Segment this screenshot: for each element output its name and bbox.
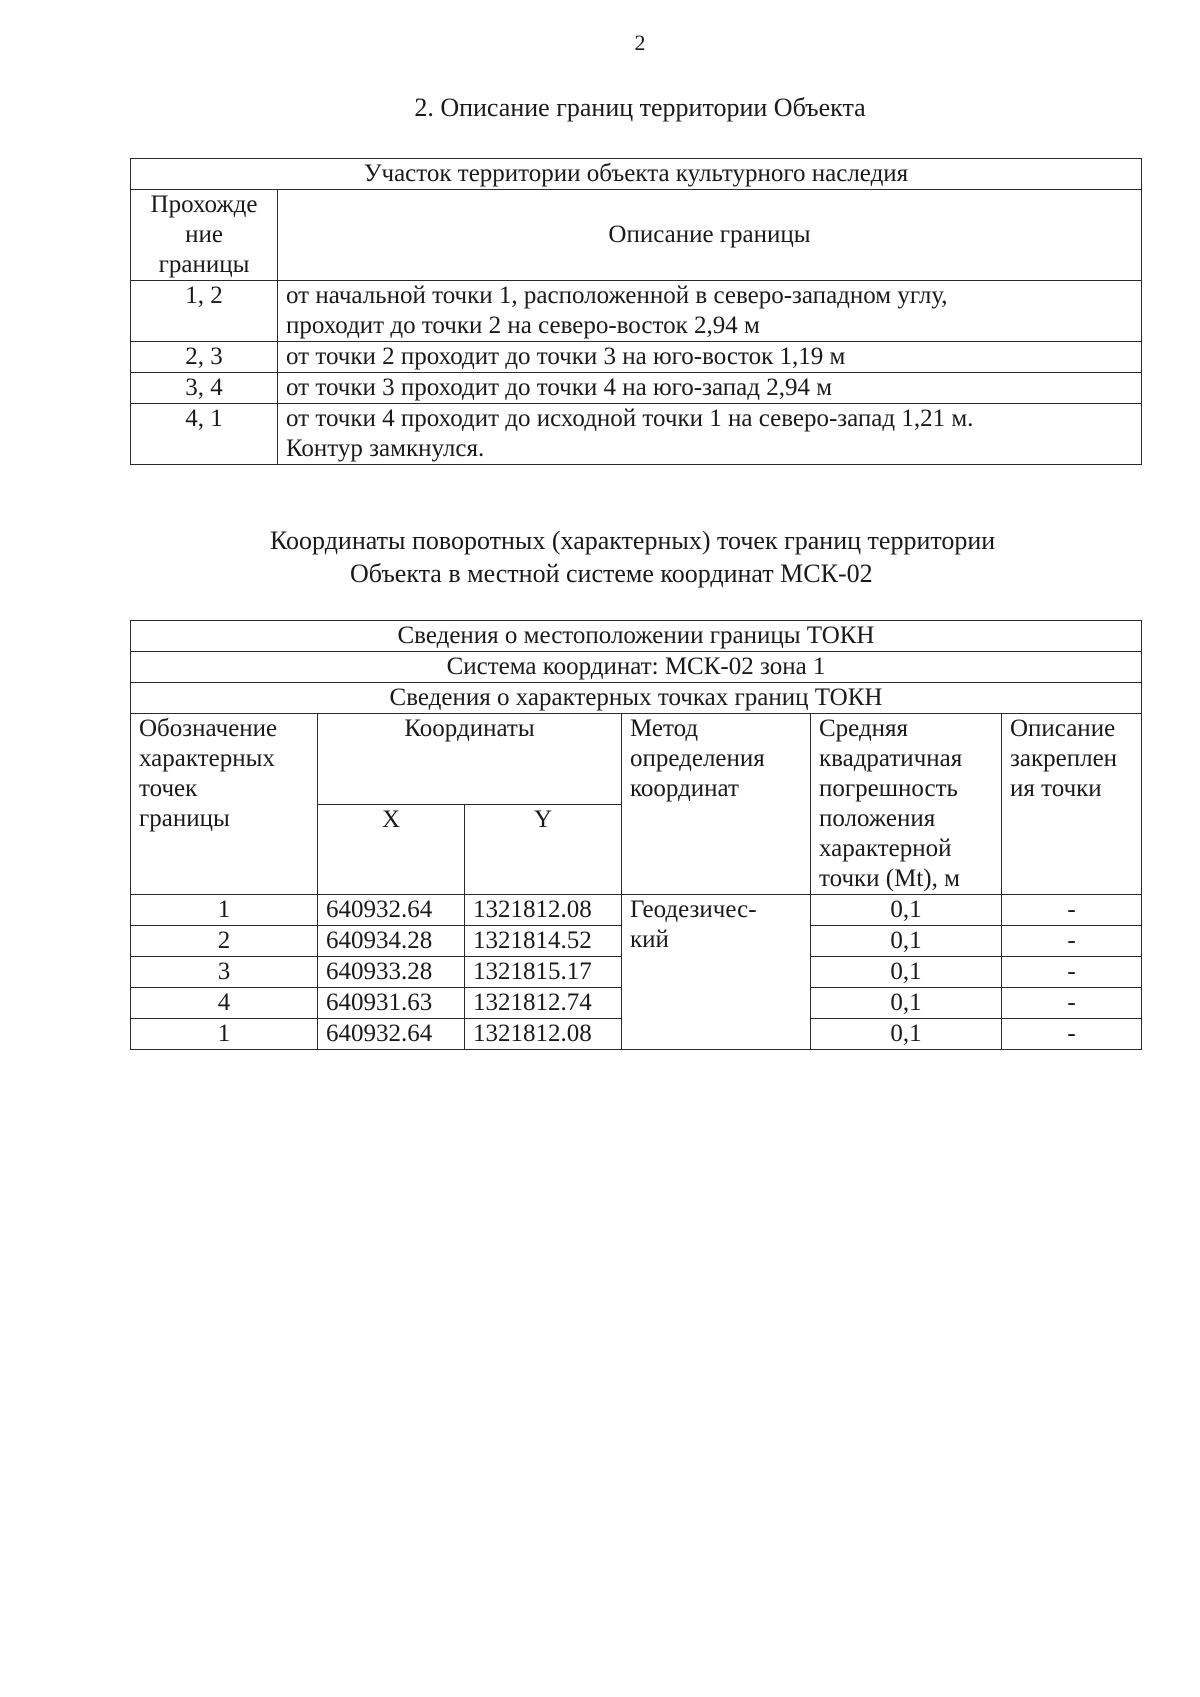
cell-point: 1	[131, 895, 318, 926]
row-description	[278, 404, 1142, 465]
method-line: Геодезичес-	[630, 896, 757, 923]
cell-y: 1321812.74	[465, 988, 622, 1019]
col-error-header	[811, 714, 1002, 895]
col-passage-line: Прохожде	[150, 191, 258, 218]
header-line: погрешность	[819, 775, 958, 802]
cell-y: 1321815.17	[465, 957, 622, 988]
row-points: 3, 4	[131, 373, 278, 404]
cell-fixing: -	[1002, 895, 1142, 926]
row-points: 1, 2	[131, 281, 278, 342]
description-line: от точки 3 проходит до точки 4 на юго-запад 2,94 м	[286, 374, 833, 401]
header-line: определения	[630, 745, 765, 772]
cell-fixing: -	[1002, 988, 1142, 1019]
row-description	[278, 281, 1142, 342]
cell-error: 0,1	[811, 957, 1002, 988]
header-line: квадратичная	[819, 745, 963, 772]
header-line: точки (Mt), м	[819, 865, 960, 892]
cell-y: 1321814.52	[465, 926, 622, 957]
boundary-table	[130, 158, 1142, 465]
col-fixing-header	[1002, 714, 1142, 895]
cell-error: 0,1	[811, 988, 1002, 1019]
cell-x: 640931.63	[318, 988, 465, 1019]
header-line: Обозначение	[139, 715, 278, 742]
col-method-header	[622, 714, 811, 895]
header-line: Описание	[1010, 715, 1116, 742]
cell-error: 0,1	[811, 926, 1002, 957]
coords-heading-line2: Объекта в местной системе координат МСК-02	[350, 559, 873, 588]
table-row	[131, 281, 1142, 342]
coords-table-title3: Сведения о характерных точках границ ТОКН	[131, 683, 1142, 714]
description-line: от точки 4 проходит до исходной точки 1 на северо-запад 1,21 м.	[286, 405, 974, 432]
cell-method	[622, 895, 811, 1050]
header-line: характерных	[139, 745, 275, 772]
description-line: от начальной точки 1, расположенной в северо-западном углу,	[286, 282, 948, 309]
page-number: 2	[634, 30, 646, 55]
header-line: границы	[139, 805, 230, 832]
cell-point: 3	[131, 957, 318, 988]
cell-fixing: -	[1002, 957, 1142, 988]
coords-table-title2: Система координат: МСК-02 зона 1	[131, 652, 1142, 683]
cell-point: 1	[131, 1019, 318, 1050]
col-coordinates-header: Координаты	[318, 714, 622, 805]
cell-fixing: -	[1002, 1019, 1142, 1050]
table-row	[131, 342, 1142, 373]
boundary-table-title: Участок территории объекта культурного наследия	[131, 159, 1142, 190]
header-line: положения	[819, 805, 936, 832]
header-line: Метод	[630, 715, 699, 742]
row-description	[278, 342, 1142, 373]
cell-x: 640934.28	[318, 926, 465, 957]
method-line: кий	[630, 926, 669, 953]
col-y-header: Y	[465, 804, 622, 895]
header-line: точек	[139, 775, 198, 802]
cell-y: 1321812.08	[465, 895, 622, 926]
coords-table	[130, 620, 1142, 1050]
coords-heading-line1: Координаты поворотных (характерных) точек границ территории	[270, 526, 996, 555]
table-row	[131, 404, 1142, 465]
section-title: 2. Описание границ территории Объекта	[414, 93, 866, 122]
cell-x: 640933.28	[318, 957, 465, 988]
col-passage-line: ние	[185, 221, 223, 248]
description-line: Контур замкнулся.	[286, 435, 485, 462]
header-line: Средняя	[819, 715, 909, 742]
cell-error: 0,1	[811, 895, 1002, 926]
col-passage-header	[131, 190, 278, 281]
header-line: характерной	[819, 835, 952, 862]
coords-heading	[0, 524, 1200, 590]
row-points: 2, 3	[131, 342, 278, 373]
description-line: проходит до точки 2 на северо-восток 2,94 м	[286, 312, 760, 339]
col-designation-header	[131, 714, 318, 895]
cell-point: 4	[131, 988, 318, 1019]
cell-x: 640932.64	[318, 895, 465, 926]
table-row	[131, 895, 1142, 926]
header-line: координат	[630, 775, 739, 802]
cell-x: 640932.64	[318, 1019, 465, 1050]
cell-point: 2	[131, 926, 318, 957]
col-x-header: X	[318, 804, 465, 895]
coords-table-title1: Сведения о местоположении границы ТОКН	[131, 621, 1142, 652]
col-passage-line: границы	[158, 251, 250, 278]
header-line: закреплен	[1010, 745, 1118, 772]
row-description	[278, 373, 1142, 404]
description-line: от точки 2 проходит до точки 3 на юго-восток 1,19 м	[286, 343, 846, 370]
col-description-header: Описание границы	[278, 190, 1142, 281]
row-points: 4, 1	[131, 404, 278, 465]
cell-fixing: -	[1002, 926, 1142, 957]
cell-y: 1321812.08	[465, 1019, 622, 1050]
header-line: ия точки	[1010, 775, 1102, 802]
table-row	[131, 373, 1142, 404]
cell-error: 0,1	[811, 1019, 1002, 1050]
